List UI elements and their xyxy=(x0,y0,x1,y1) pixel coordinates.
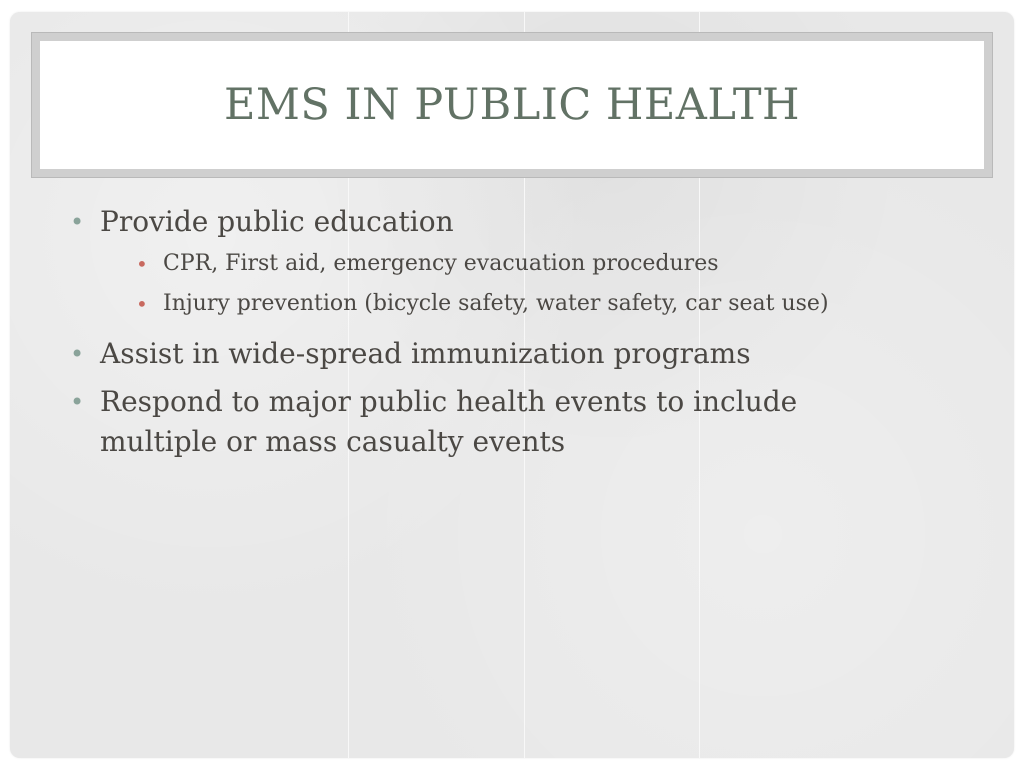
bullet-icon: • xyxy=(70,340,85,368)
sub-bullet-item xyxy=(100,244,890,284)
sub-bullet-icon: • xyxy=(136,252,148,276)
slide xyxy=(10,12,1014,758)
bullet-icon: • xyxy=(70,208,85,236)
slide-content xyxy=(70,202,890,470)
sub-bullet-text: Injury prevention (bicycle safety, water safety, car seat use) xyxy=(163,291,829,316)
bullet-item-3 xyxy=(70,382,890,462)
bullet-icon: • xyxy=(70,388,85,416)
title-box xyxy=(40,41,984,169)
sub-bullet-icon: • xyxy=(136,292,148,316)
sub-bullet-text: CPR, First aid, emergency evacuation procedures xyxy=(163,251,719,276)
bullet-text: Provide public education xyxy=(100,205,454,238)
sub-bullet-item xyxy=(100,284,890,324)
bullet-text: Assist in wide-spread immunization programs xyxy=(100,337,751,370)
title-frame xyxy=(31,32,993,178)
bullet-text: Respond to major public health events to include multiple or mass casualty events xyxy=(100,385,798,458)
sub-bullet-list xyxy=(100,244,890,324)
bullet-item-2 xyxy=(70,334,890,374)
bullet-item-1 xyxy=(70,202,890,324)
slide-title: EMS IN PUBLIC HEALTH xyxy=(223,80,801,130)
